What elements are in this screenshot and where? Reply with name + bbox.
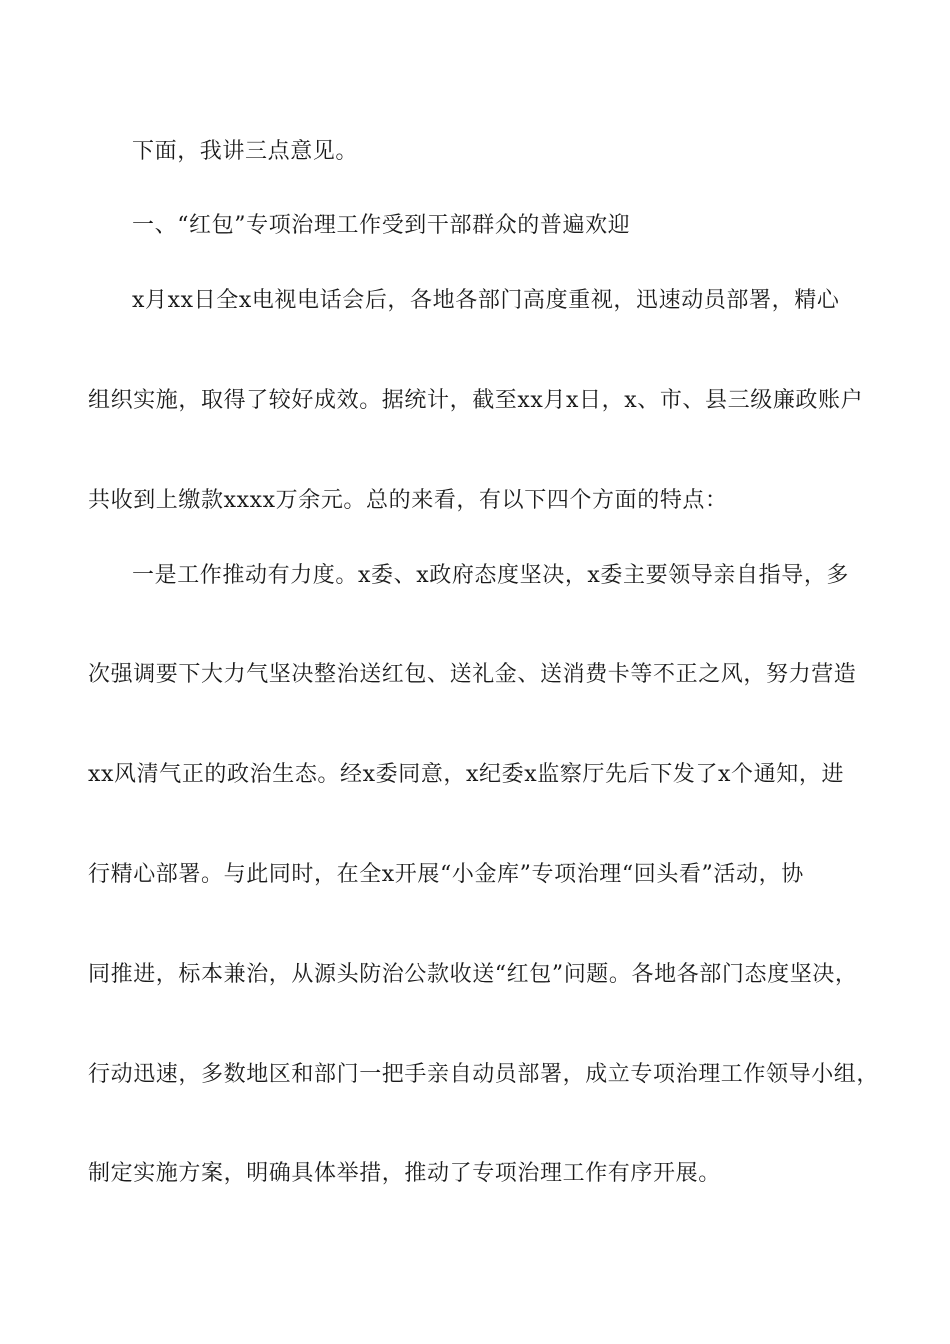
- paragraph-line: x月xx日全x电视电话会后，各地各部门高度重视，迅速动员部署，精心: [132, 288, 840, 313]
- paragraph-line: 共收到上缴款xxxx万余元。总的来看，有以下四个方面的特点：: [88, 488, 728, 513]
- paragraph-line: 同推进，标本兼治，从源头防治公款收送“红包”问题。各地各部门态度坚决，: [88, 962, 858, 987]
- paragraph-line: 行精心部署。与此同时，在全x开展“小金库”专项治理“回头看”活动，协: [88, 862, 804, 887]
- paragraph-line: 一是工作推动有力度。x委、x政府态度坚决，x委主要领导亲自指导，多: [132, 563, 850, 588]
- paragraph-line: 制定实施方案，明确具体举措，推动了专项治理工作有序开展。: [88, 1161, 721, 1186]
- paragraph-line: 次强调要下大力气坚决整治送红包、送礼金、送消费卡等不正之风，努力营造: [88, 662, 857, 687]
- paragraph-line: 组织实施，取得了较好成效。据统计，截至xx月x日，x、市、县三级廉政账户: [88, 388, 864, 413]
- paragraph-line: 行动迅速，多数地区和部门一把手亲自动员部署，成立专项治理工作领导小组，: [88, 1062, 880, 1087]
- paragraph-intro: 下面，我讲三点意见。: [132, 139, 359, 164]
- paragraph-line: xx风清气正的政治生态。经x委同意，x纪委x监察厅先后下发了x个通知，进: [88, 762, 845, 787]
- section-heading-1: 一、“红包”专项治理工作受到干部群众的普遍欢迎: [132, 213, 631, 238]
